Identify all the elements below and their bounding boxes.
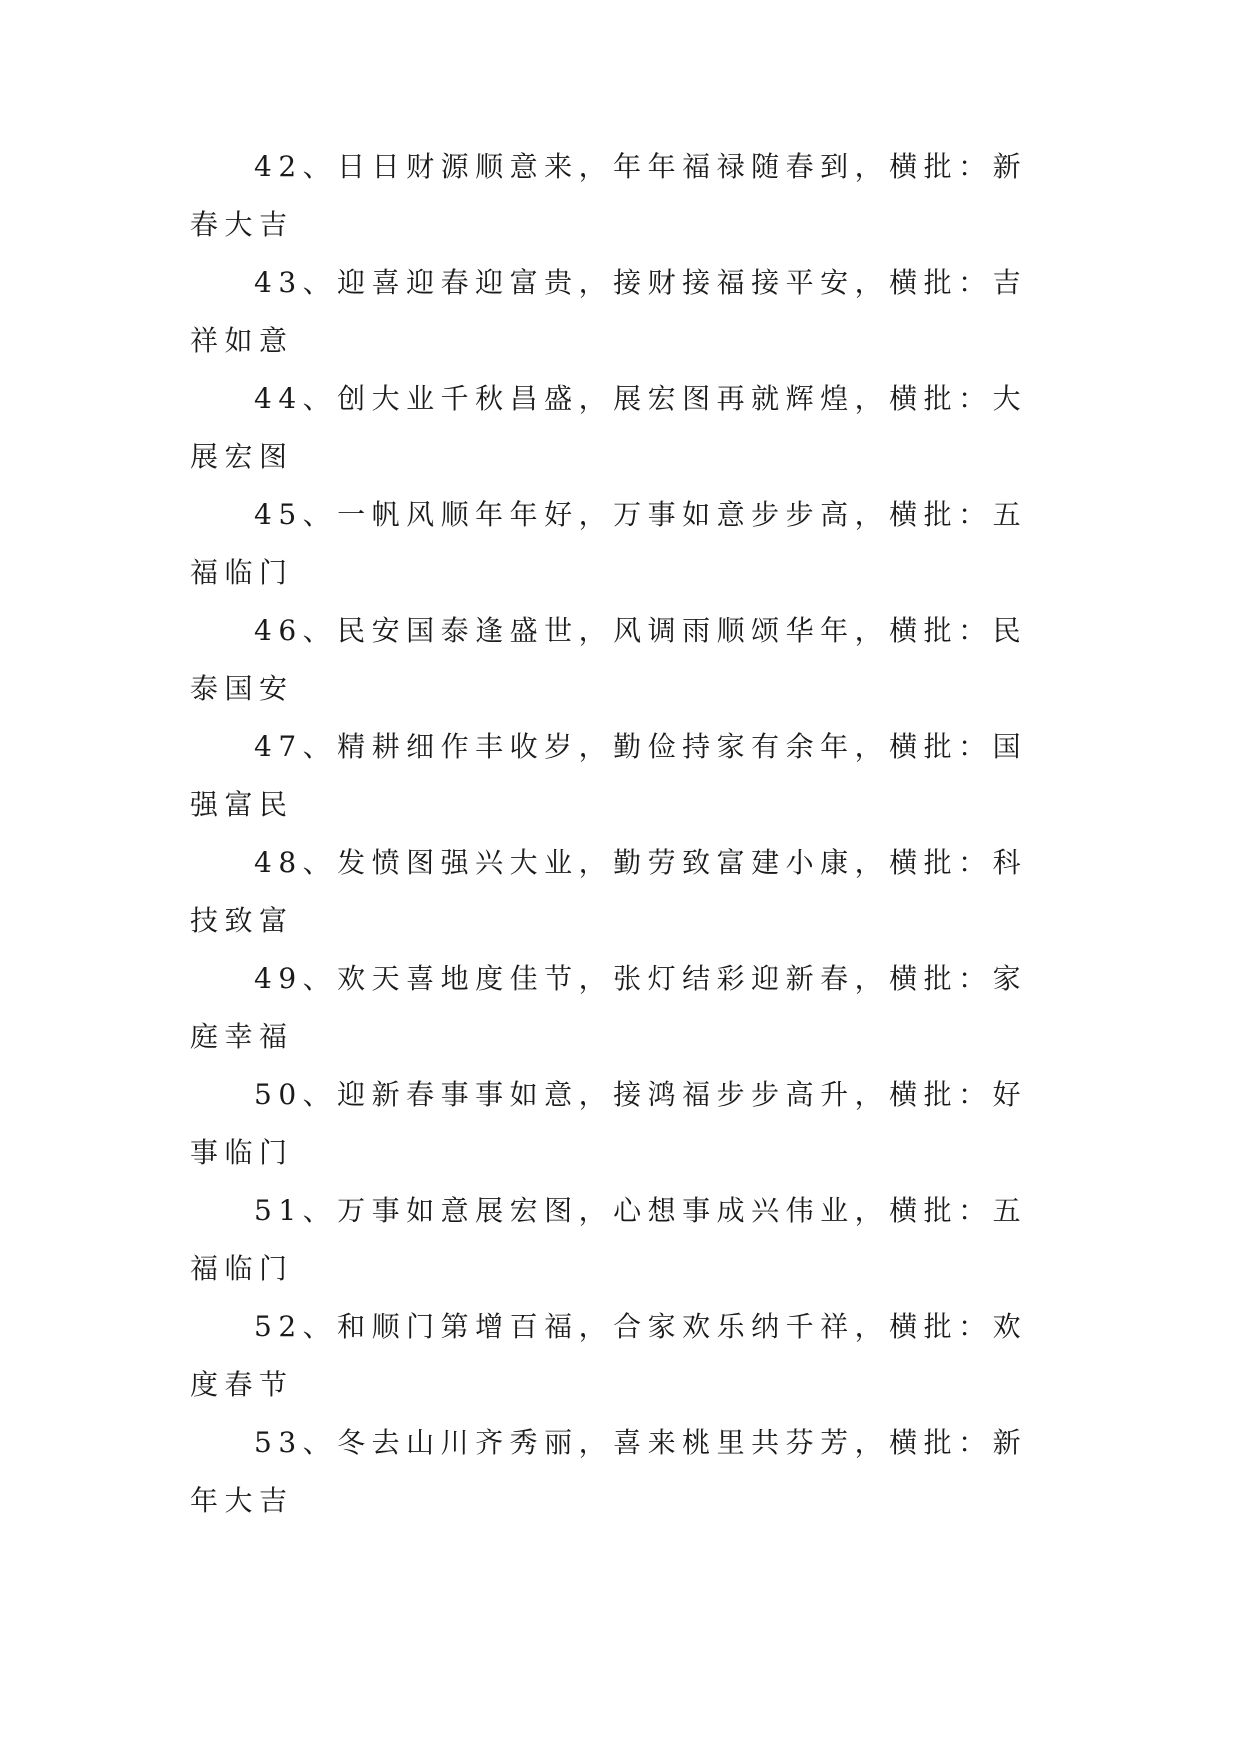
couplet-item-52: 52、和顺门第增百福，合家欢乐纳千祥，横批：欢度春节 xyxy=(190,1310,1028,1401)
couplet-item-48: 48、发愤图强兴大业，勤劳致富建小康，横批：科技致富 xyxy=(190,846,1028,937)
couplet-item-51: 51、万事如意展宏图，心想事成兴伟业，横批：五福临门 xyxy=(190,1194,1028,1285)
document-body xyxy=(190,138,1050,1530)
couplet-item-43: 43、迎喜迎春迎富贵，接财接福接平安，横批：吉祥如意 xyxy=(190,266,1028,357)
couplet-item-47: 47、精耕细作丰收岁，勤俭持家有余年，横批：国强富民 xyxy=(190,730,1028,821)
couplet-item-46: 46、民安国泰逢盛世，风调雨顺颂华年，横批：民泰国安 xyxy=(190,614,1028,705)
couplet-item-53: 53、冬去山川齐秀丽，喜来桃里共芬芳，横批：新年大吉 xyxy=(190,1426,1028,1517)
couplet-item-49: 49、欢天喜地度佳节，张灯结彩迎新春，横批：家庭幸福 xyxy=(190,962,1028,1053)
couplet-item-44: 44、创大业千秋昌盛，展宏图再就辉煌，横批：大展宏图 xyxy=(190,382,1028,473)
couplet-item-45: 45、一帆风顺年年好，万事如意步步高，横批：五福临门 xyxy=(190,498,1028,589)
couplet-item-42: 42、日日财源顺意来，年年福禄随春到，横批：新春大吉 xyxy=(190,150,1028,241)
couplet-item-50: 50、迎新春事事如意，接鸿福步步高升，横批：好事临门 xyxy=(190,1078,1028,1169)
